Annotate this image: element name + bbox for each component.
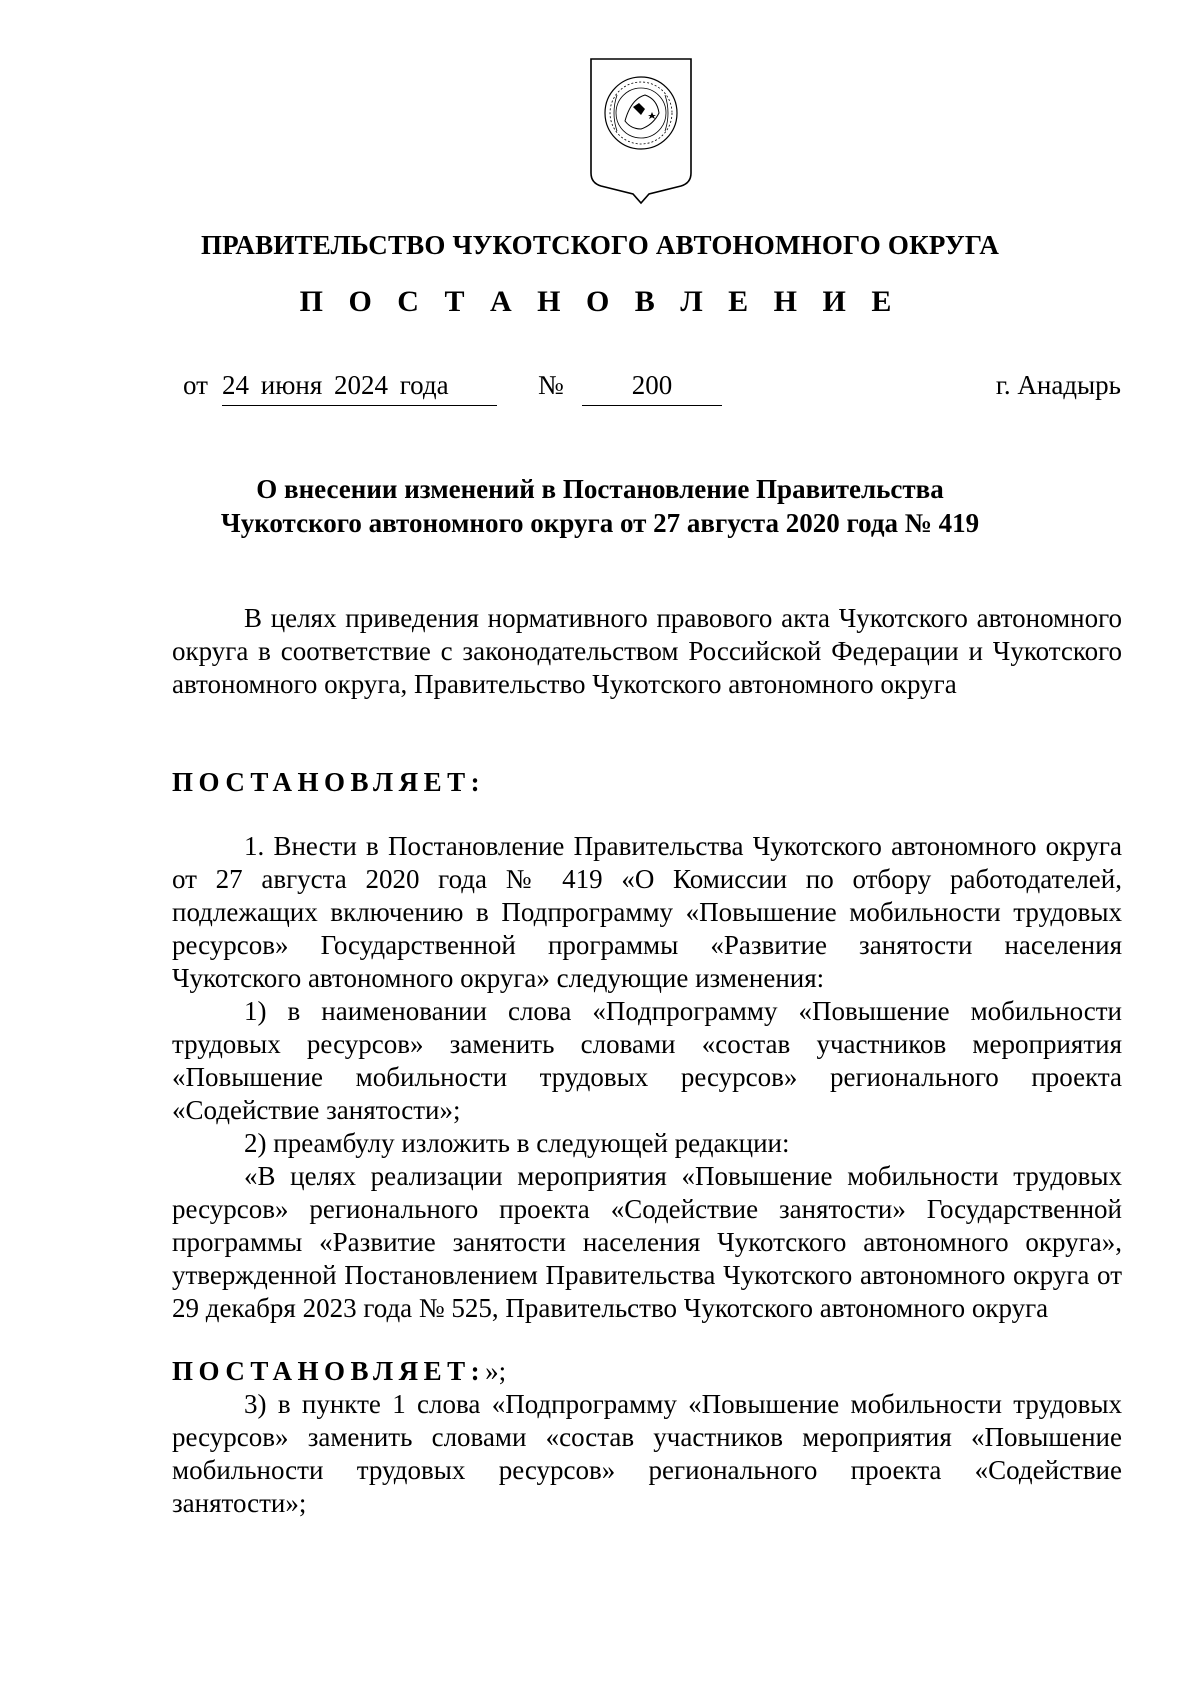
number-sign: № — [538, 370, 564, 400]
document-type-title: П О С Т А Н О В Л Е Н И Е — [299, 285, 901, 318]
item-1-3-paragraph: 3) в пункте 1 слова «Подпрограмму «Повышение мобильности трудовых ресурсов» заменить словами «состав участников мероприятия «Повышение мобильности трудовых ресурсов» регионального проекта «Содействие занятости»; — [172, 1389, 1122, 1518]
preamble-paragraph: В целях приведения нормативного правового акта Чукотского автономного округа в соответствие с законодательством Российской Федерации и Чукотского автономного округа, Правительство Чукотского автономного округа — [172, 603, 1122, 699]
government-title: ПРАВИТЕЛЬСТВО ЧУКОТСКОГО АВТОНОМНОГО ОКРУГА — [200, 230, 1000, 260]
date-prefix: от — [183, 370, 208, 400]
resolves-heading: ПОСТАНОВЛЯЕТ: — [172, 767, 486, 797]
document-number: 200 — [582, 370, 722, 406]
preamble-block — [172, 602, 1122, 701]
document-date: 24 июня 2024 года — [222, 370, 497, 406]
item-1-2-paragraph: 2) преамбулу изложить в следующей редакции: — [244, 1128, 790, 1158]
coat-of-arms-emblem-icon — [587, 55, 695, 205]
decree-items — [172, 830, 1122, 1520]
quoted-resolves-tail: »; — [485, 1356, 507, 1386]
quoted-preamble-paragraph: «В целях реализации мероприятия «Повышение мобильности трудовых ресурсов» регионального проекта «Содействие занятости» Государственной программы «Развитие занятости населения Чукотского автономного округа», утвержденной Постановлением Правительства Чукотского автономного округа от 29 декабря 2023 года № 525, Правительство Чукотского автономного округа — [172, 1161, 1122, 1323]
item-1-1-paragraph: 1) в наименовании слова «Подпрограмму «Повышение мобильности трудовых ресурсов» заменить словами «состав участников мероприятия «Повышение мобильности трудовых ресурсов» регионального проекта «Содействие занятости»; — [172, 996, 1122, 1125]
document-meta-row — [0, 370, 1200, 410]
item-1-paragraph: 1. Внести в Постановление Правительства Чукотского автономного округа от 27 августа 2020 года № 419 «О Комиссии по отбору работодателей, подлежащих включению в Подпрограмму «Повышение мобильности трудовых ресурсов» Государственной программы «Развитие занятости населения Чукотского автономного округа» следующие изменения: — [172, 831, 1122, 993]
quoted-resolves-heading: ПОСТАНОВЛЯЕТ: — [172, 1356, 486, 1386]
subject-line-1: О внесении изменений в Постановление Правительства — [256, 474, 944, 504]
document-city: г. Анадырь — [995, 370, 1121, 400]
document-subject — [0, 472, 1200, 540]
subject-line-2: Чукотского автономного округа от 27 августа 2020 года № 419 — [220, 508, 980, 538]
spacer — [172, 1325, 1122, 1355]
quoted-resolves-line — [172, 1355, 1122, 1388]
